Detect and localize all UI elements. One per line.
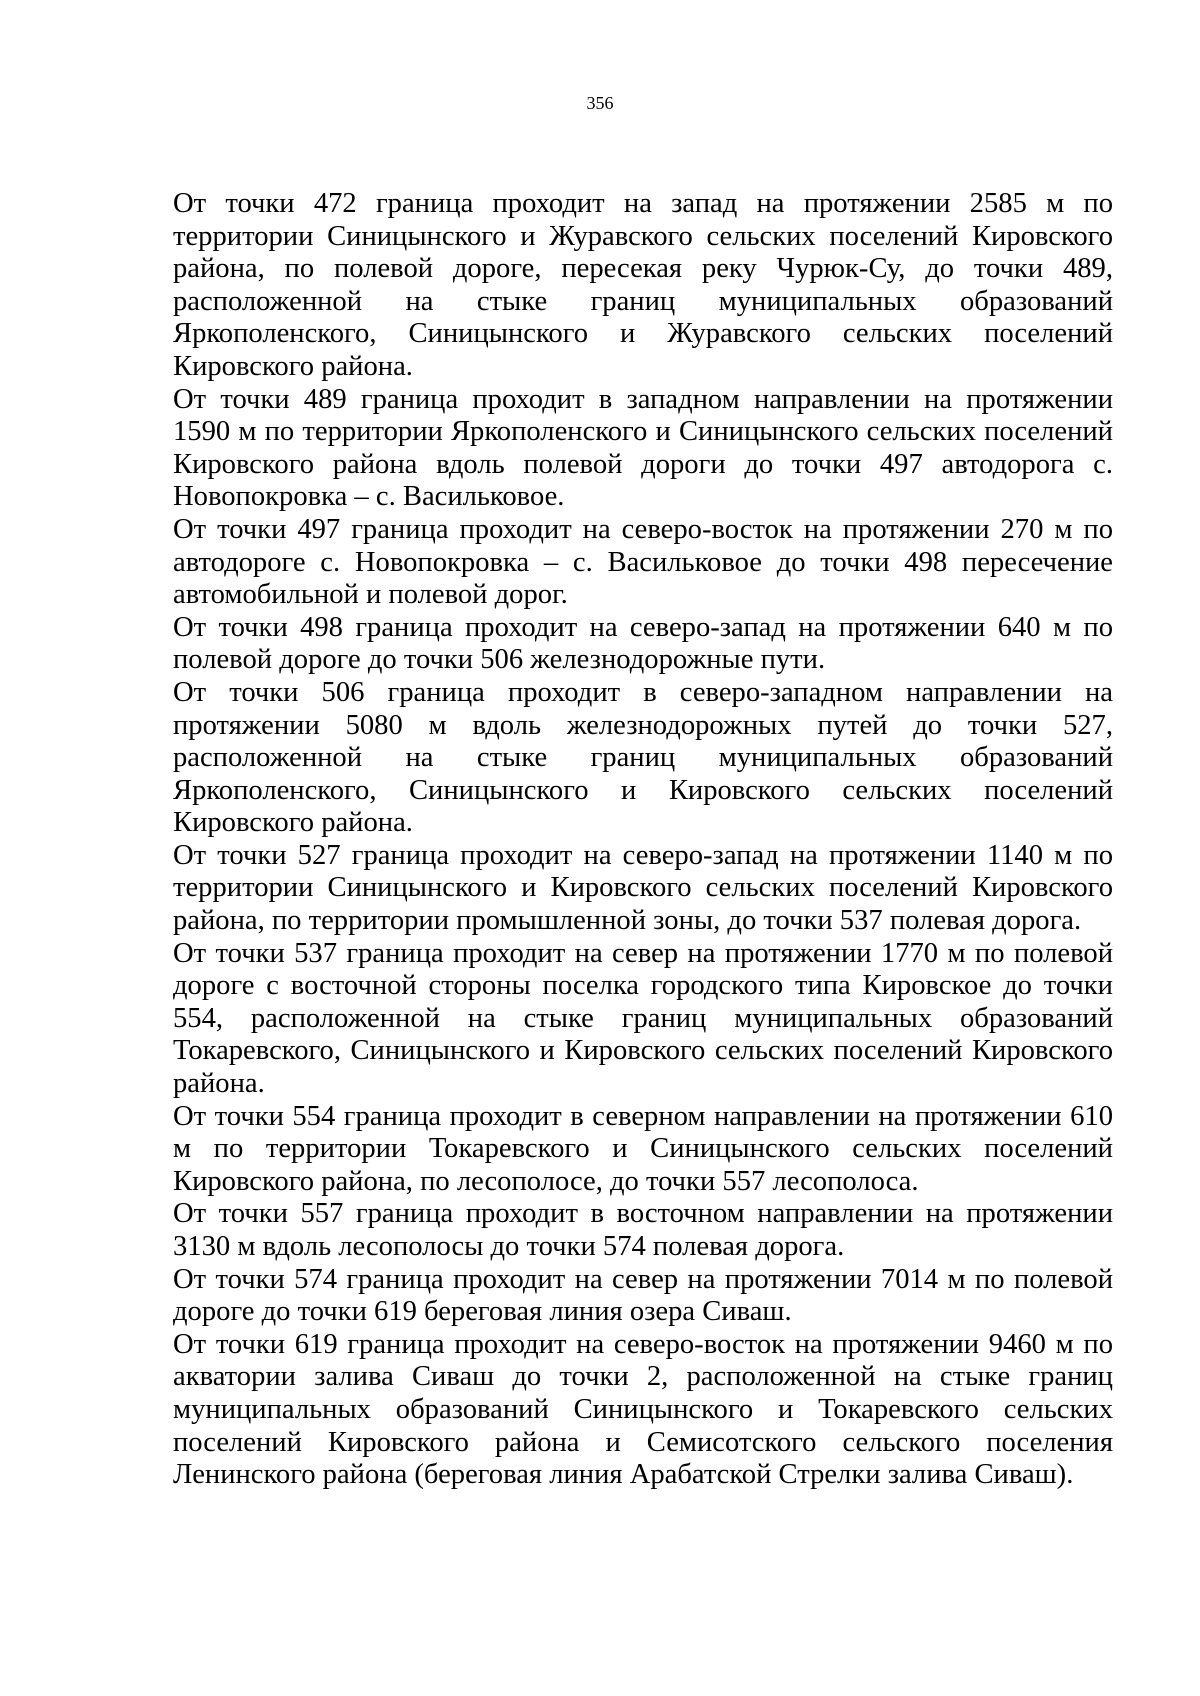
paragraph-point-498: От точки 498 граница проходит на северо-запад на протяжении 640 м по полевой дороге до точки 506 железнодорожные пути. bbox=[173, 611, 1113, 676]
paragraph-point-489: От точки 489 граница проходит в западном направлении на протяжении 1590 м по территории Яркополенского и Синицынского сельских поселений Кировского района вдоль полевой дороги до точки 497 автодорога с. Новопокровка – с. Васильковое. bbox=[173, 383, 1113, 513]
paragraph-point-497: От точки 497 граница проходит на северо-восток на протяжении 270 м по автодороге с. Новопокровка – с. Васильковое до точки 498 пересечение автомобильной и полевой дорог. bbox=[173, 513, 1113, 611]
paragraph-point-554: От точки 554 граница проходит в северном направлении на протяжении 610 м по территории Токаревского и Синицынского сельских поселений Кировского района, по лесополосе, до точки 557 лесополоса. bbox=[173, 1100, 1113, 1197]
document-body bbox=[173, 188, 1113, 1492]
page-number: 356 bbox=[586, 93, 614, 113]
paragraph-point-557: От точки 557 граница проходит в восточном направлении на протяжении 3130 м вдоль лесополосы до точки 574 полевая дорога. bbox=[173, 1198, 1113, 1262]
paragraph-point-619: От точки 619 граница проходит на северо-восток на протяжении 9460 м по акватории залива Сиваш до точки 2, расположенной на стыке границ муниципальных образований Синицынского и Токаревского сельских поселений Кировского района и Семисотского сельского поселения Ленинского района (береговая линия Арабатской Стрелки залива Сиваш). bbox=[173, 1328, 1113, 1491]
paragraph-point-574: От точки 574 граница проходит на север на протяжении 7014 м по полевой дороге до точки 619 береговая линия озера Сиваш. bbox=[173, 1263, 1113, 1328]
paragraph-point-527: От точки 527 граница проходит на северо-запад на протяжении 1140 м по территории Синицынского и Кировского сельских поселений Кировского района, по территории промышленной зоны, до точки 537 полевая дорога. bbox=[173, 839, 1113, 937]
paragraph-point-472: От точки 472 граница проходит на запад на протяжении 2585 м по территории Синицынского и Журавского сельских поселений Кировского района, по полевой дороге, пересекая реку Чурюк-Су, до точки 489, расположенной на стыке границ муниципальных образований Яркополенского, Синицынского и Журавского сельских поселений Кировского района. bbox=[173, 188, 1113, 382]
paragraph-point-506: От точки 506 граница проходит в северо-западном направлении на протяжении 5080 м вдоль железнодорожных путей до точки 527, расположенной на стыке границ муниципальных образований Яркополенского, Синицынского и Кировского сельских поселений Кировского района. bbox=[173, 676, 1113, 839]
paragraph-point-537: От точки 537 граница проходит на север на протяжении 1770 м по полевой дороге с восточной стороны поселка городского типа Кировское до точки 554, расположенной на стыке границ муниципальных образований Токаревского, Синицынского и Кировского сельских поселений Кировского района. bbox=[173, 937, 1113, 1100]
